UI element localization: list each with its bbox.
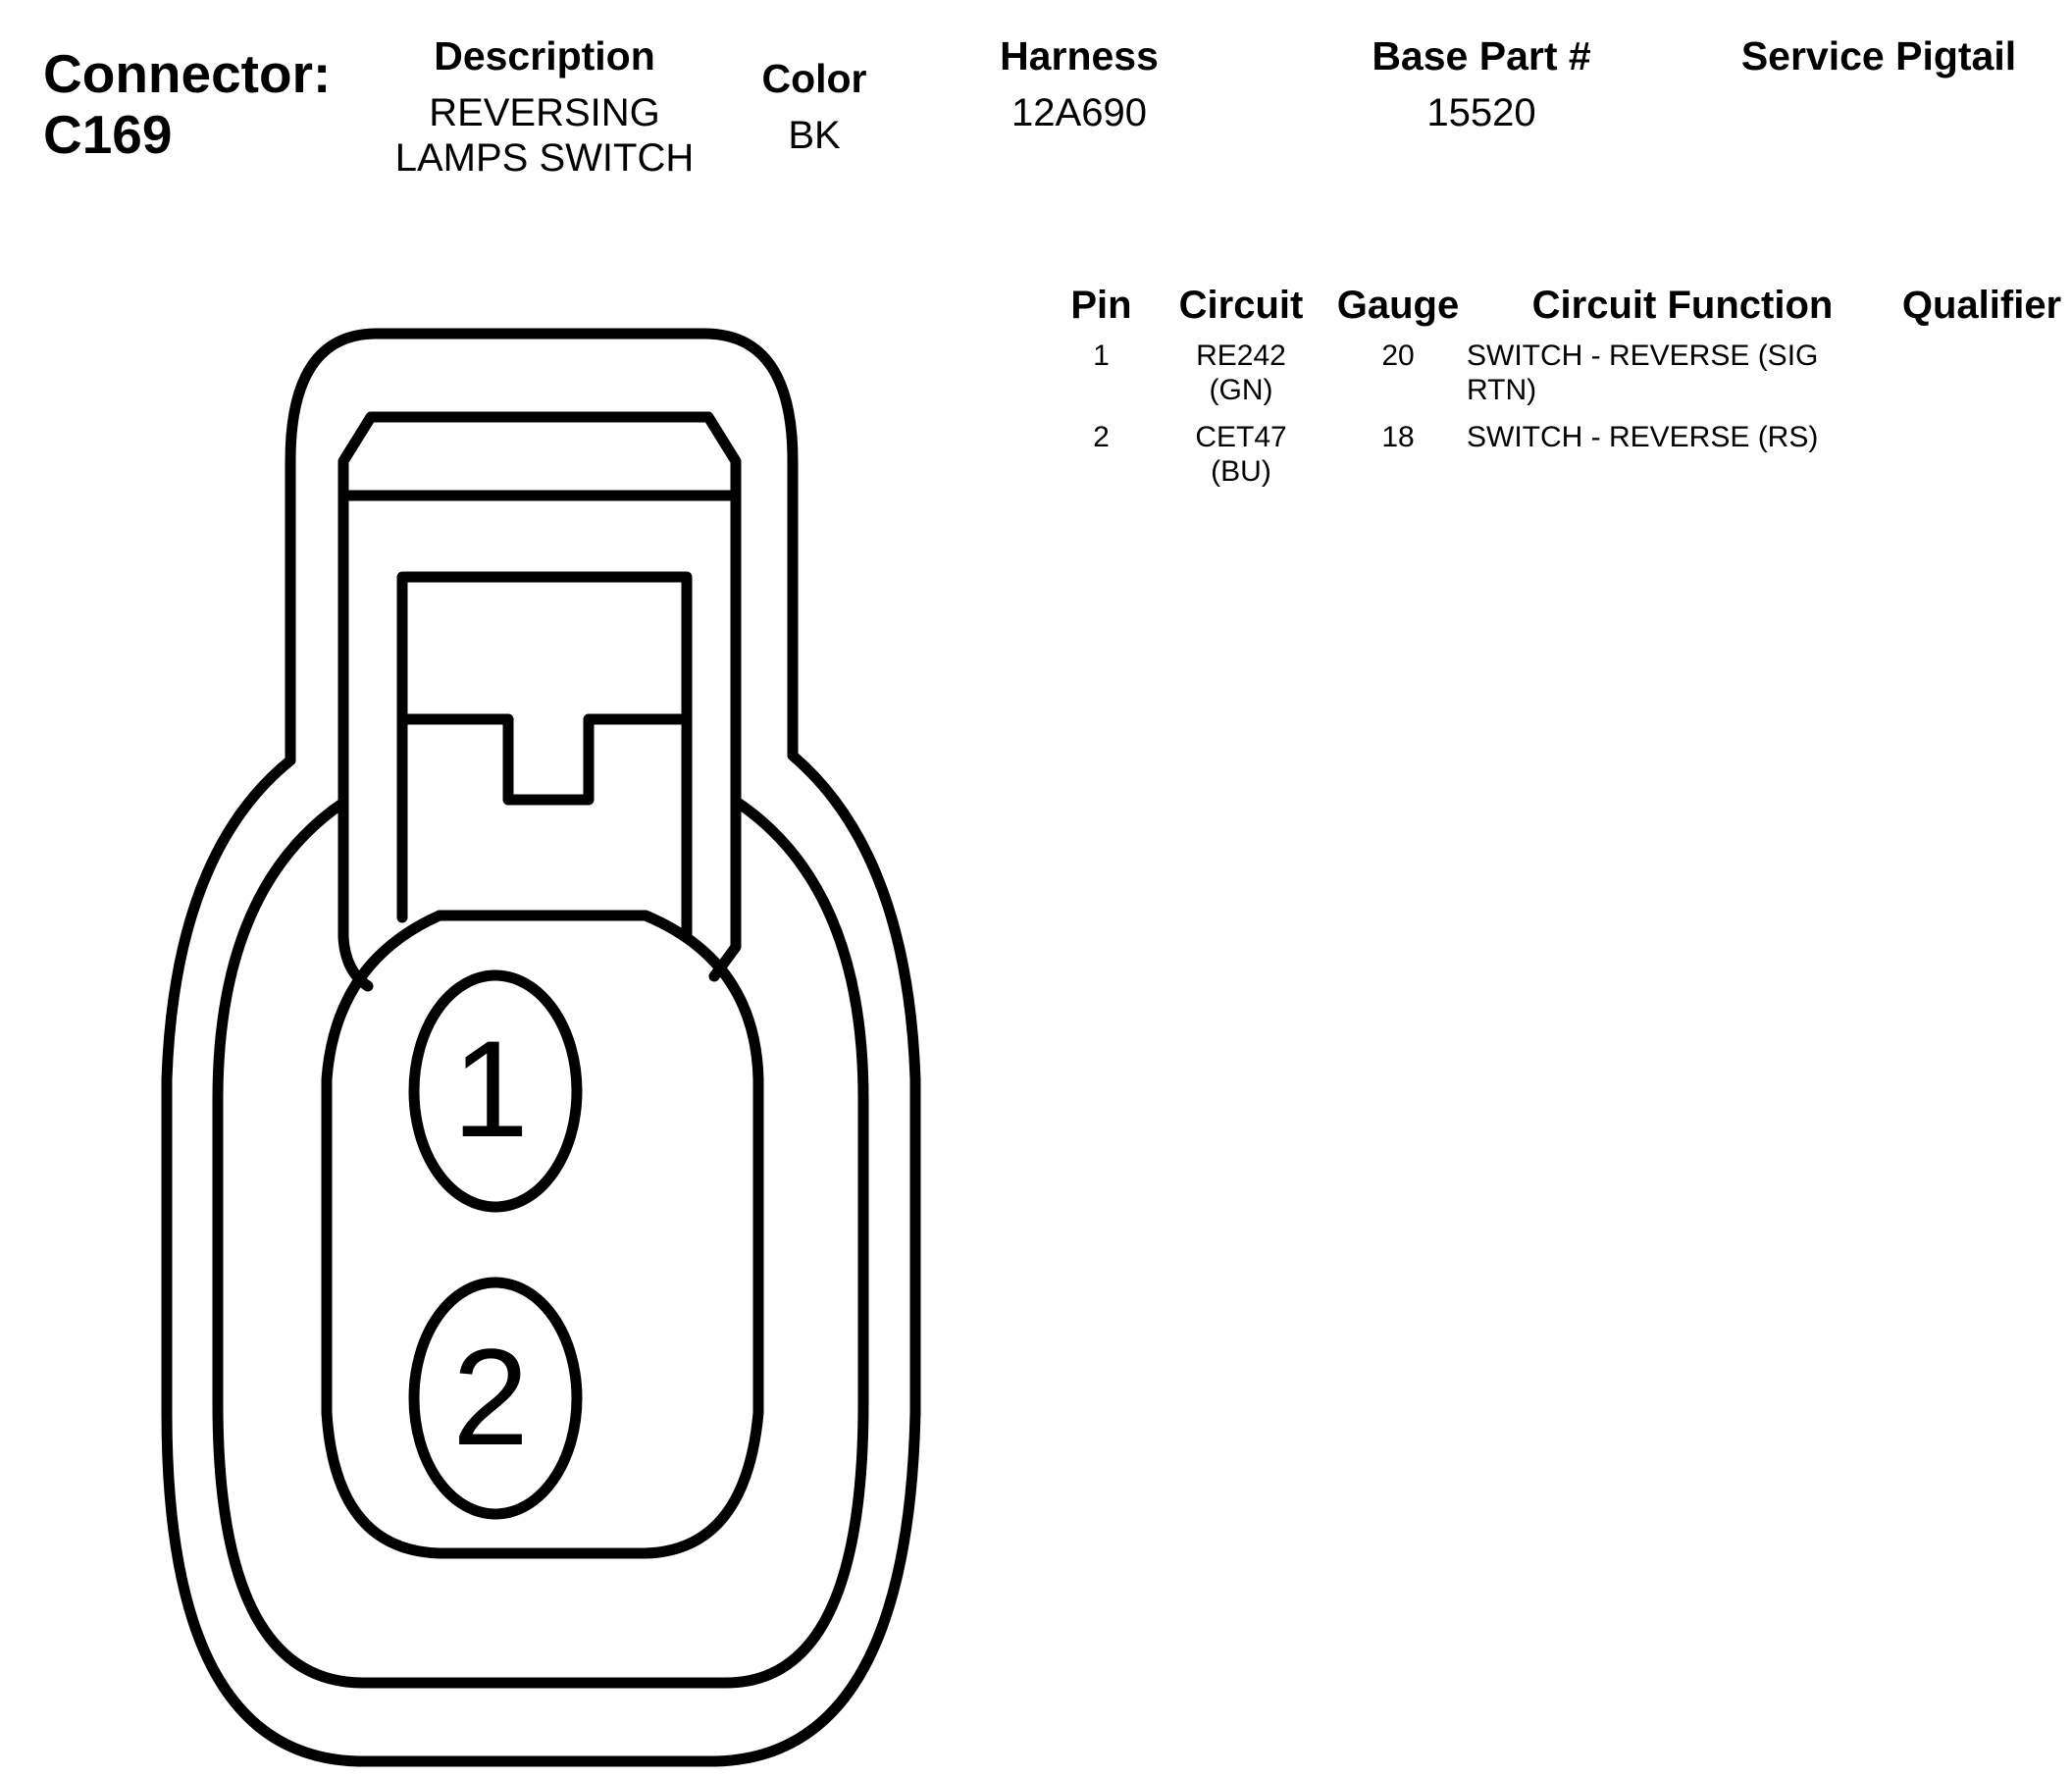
connector-label: Connector:	[43, 43, 332, 104]
column-header-circuit-function: Circuit Function	[1531, 284, 1834, 327]
pin-number: 2	[1093, 421, 1110, 453]
pin-cavity-2-label: 2	[452, 1320, 529, 1474]
latch-window	[402, 577, 687, 937]
circuit-function-line-1: SWITCH - REVERSE (RS)	[1467, 421, 1819, 453]
connector-inner-body-right	[726, 803, 863, 1683]
latch-notch	[402, 719, 687, 800]
column-header-circuit: Circuit	[1178, 284, 1304, 327]
wire-gauge: 18	[1381, 421, 1415, 453]
circuit-id: RE242	[1196, 340, 1286, 372]
base-part-label: Base Part #	[1372, 33, 1591, 78]
column-header-gauge: Gauge	[1336, 284, 1460, 327]
service-pigtail-label: Service Pigtail	[1740, 33, 2017, 78]
description-line-1: REVERSING	[429, 91, 660, 134]
wire-gauge: 20	[1381, 340, 1415, 372]
circuit-function-line-1: SWITCH - REVERSE (SIG	[1467, 340, 1819, 372]
column-header-pin: Pin	[1070, 284, 1132, 327]
connector-outer-housing	[167, 334, 915, 1761]
circuit-wire-color: (BU)	[1211, 455, 1271, 488]
connector-id: C169	[43, 104, 173, 165]
pin-cavity-1-label: 1	[452, 1012, 529, 1166]
circuit-id: CET47	[1195, 421, 1287, 453]
harness-value: 12A690	[1011, 91, 1147, 134]
harness-label: Harness	[1000, 33, 1159, 78]
description-line-2: LAMPS SWITCH	[394, 136, 695, 180]
pin-carrier	[327, 915, 758, 1553]
column-header-qualifier: Qualifier	[1901, 284, 2062, 327]
circuit-wire-color: (GN)	[1209, 374, 1273, 406]
color-value: BK	[788, 114, 841, 157]
base-part-value: 15520	[1426, 91, 1536, 134]
color-label: Color	[761, 56, 867, 101]
circuit-function-line-2: RTN)	[1467, 374, 1537, 406]
description-label: Description	[434, 33, 655, 78]
pin-number: 1	[1093, 340, 1110, 372]
